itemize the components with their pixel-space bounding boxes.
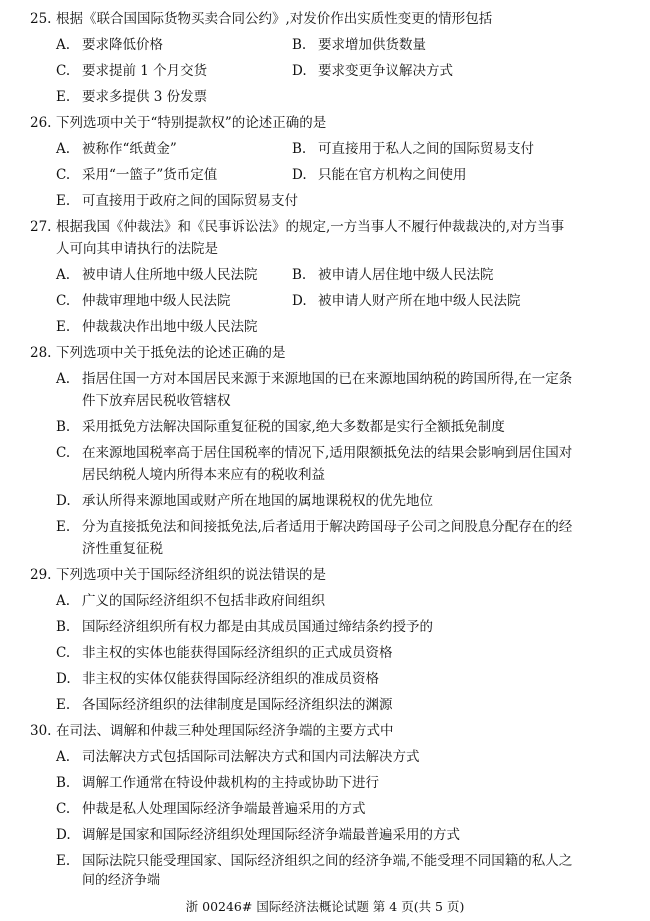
question-26: 26. 下列选项中关于“特别提款权”的论述正确的是 — [30, 115, 327, 131]
option-28-c: C. 在来源地国税率高于居住国税率的情况下,适用限额抵免法的结果会影响到居住国对 — [56, 445, 573, 461]
option-30-e: E. 国际法院只能受理国家、国际经济组织之间的经济争端,不能受理不同国籍的私人之 — [56, 853, 573, 869]
option-26-b: B. 可直接用于私人之间的国际贸易支付 — [292, 141, 534, 157]
option-27-a: A. 被申请人住所地中级人民法院 — [56, 267, 258, 283]
option-29-c: C. 非主权的实体也能获得国际经济组织的正式成员资格 — [56, 645, 393, 661]
option-28-a-continued: 件下放弃居民税收管辖权 — [82, 393, 231, 409]
option-29-d: D. 非主权的实体仅能获得国际经济组织的准成员资格 — [56, 671, 379, 687]
option-25-d: D. 要求变更争议解决方式 — [292, 63, 453, 79]
option-27-d: D. 被申请人财产所在地中级人民法院 — [292, 293, 521, 309]
option-26-c: C. 采用“一篮子”货币定值 — [56, 167, 218, 183]
option-30-d: D. 调解是国家和国际经济组织处理国际经济争端最普遍采用的方式 — [56, 827, 460, 843]
option-25-a: A. 要求降低价格 — [56, 37, 163, 53]
question-29: 29. 下列选项中关于国际经济组织的说法错误的是 — [30, 567, 326, 583]
option-25-b: B. 要求增加供货数量 — [292, 37, 426, 53]
option-30-b: B. 调解工作通常在特设仲裁机构的主持或协助下进行 — [56, 775, 379, 791]
option-26-a: A. 被称作“纸黄金” — [56, 141, 177, 157]
option-25-e: E. 要求多提供 3 份发票 — [56, 89, 208, 105]
question-27-continued: 人可向其申请执行的法院是 — [56, 241, 218, 257]
option-28-e-continued: 济性重复征税 — [82, 541, 163, 557]
option-28-e: E. 分为直接抵免法和间接抵免法,后者适用于解决跨国母子公司之间股息分配存在的经 — [56, 519, 573, 535]
question-30: 30. 在司法、调解和仲裁三种处理国际经济争端的主要方式中 — [30, 723, 394, 739]
option-29-b: B. 国际经济组织所有权力都是由其成员国通过缔结条约授予的 — [56, 619, 433, 635]
option-27-e: E. 仲裁裁决作出地中级人民法院 — [56, 319, 258, 335]
option-28-b: B. 采用抵免方法解决国际重复征税的国家,绝大多数都是实行全额抵免制度 — [56, 419, 505, 435]
question-27: 27. 根据我国《仲裁法》和《民事诉讼法》的规定,一方当事人不履行仲裁裁决的,对方当事 — [30, 219, 565, 235]
option-30-a: A. 司法解决方式包括国际司法解决方式和国内司法解决方式 — [56, 749, 420, 765]
option-27-b: B. 被申请人居住地中级人民法院 — [292, 267, 494, 283]
page-footer: 浙 00246# 国际经济法概论试题 第 4 页(共 5 页) — [185, 899, 465, 914]
option-28-a: A. 指居住国一方对本国居民来源于来源地国的已在来源地国纳税的跨国所得,在一定条 — [56, 371, 573, 387]
option-28-c-continued: 居民纳税人境内所得本来应有的税收利益 — [82, 467, 325, 483]
question-25: 25. 根据《联合国国际货物买卖合同公约》,对发价作出实质性变更的情形包括 — [30, 11, 493, 27]
option-28-d: D. 承认所得来源地国或财产所在地国的属地课税权的优先地位 — [56, 493, 433, 509]
option-30-c: C. 仲裁是私人处理国际经济争端最普遍采用的方式 — [56, 801, 366, 817]
option-27-c: C. 仲裁审理地中级人民法院 — [56, 293, 231, 309]
option-26-e: E. 可直接用于政府之间的国际贸易支付 — [56, 193, 298, 209]
option-25-c: C. 要求提前 1 个月交货 — [56, 63, 208, 79]
question-28: 28. 下列选项中关于抵免法的论述正确的是 — [30, 345, 286, 361]
option-30-e-continued: 间的经济争端 — [82, 873, 161, 888]
option-29-e: E. 各国际经济组织的法律制度是国际经济组织法的渊源 — [56, 697, 393, 713]
option-29-a: A. 广义的国际经济组织不包括非政府间组织 — [56, 593, 325, 609]
option-26-d: D. 只能在官方机构之间使用 — [292, 167, 467, 183]
